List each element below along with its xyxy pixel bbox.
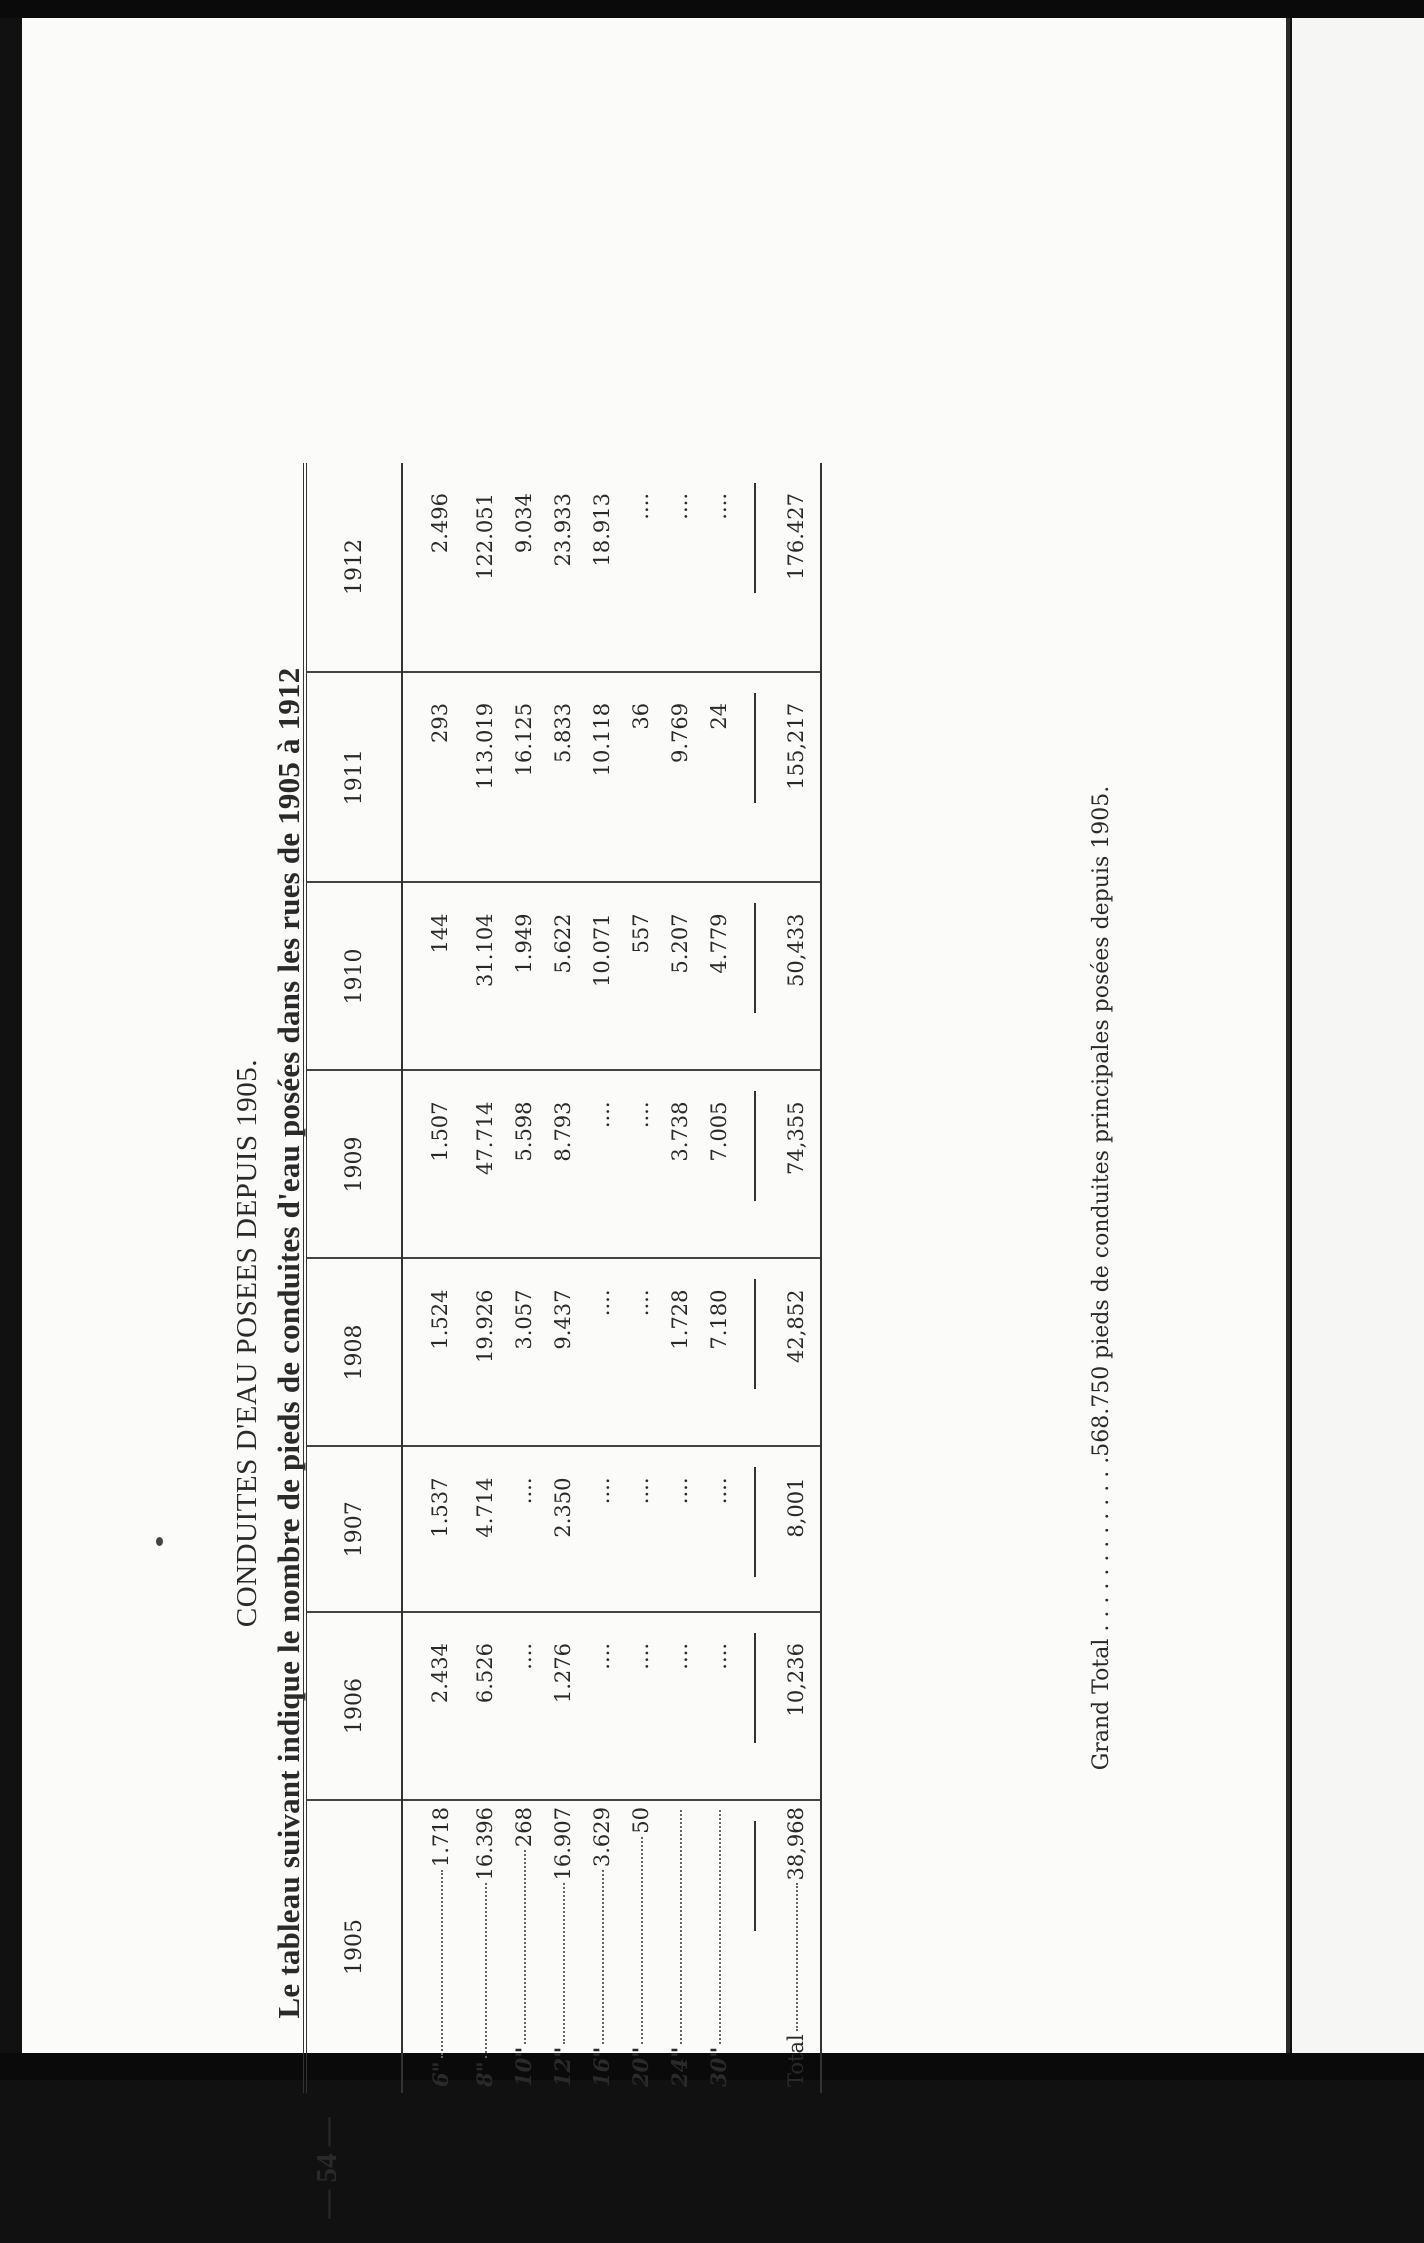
- cell-value: ....: [582, 1258, 621, 1446]
- cell-value: 4.779: [699, 882, 738, 1070]
- total-value: 8,001: [772, 1447, 821, 1612]
- cell-value: 3.629: [590, 1807, 614, 1868]
- cell-value: 16.125: [504, 672, 543, 883]
- table-row: [402, 463, 465, 2093]
- pipe-size: 8": [472, 2061, 497, 2087]
- cell-value: ....: [621, 463, 660, 672]
- pipe-size: 10": [511, 2046, 536, 2087]
- cell-value: 113.019: [465, 672, 504, 883]
- cell-value: 1.507: [402, 1070, 465, 1258]
- cell-value: 9.769: [660, 672, 699, 883]
- pipe-table: [303, 463, 822, 2093]
- cell-value: 4.714: [465, 1447, 504, 1612]
- row-label-cell: [504, 1800, 543, 2093]
- cell-value: 10.071: [582, 882, 621, 1070]
- cell-value: ....: [621, 1612, 660, 1800]
- cell-value: 1.949: [504, 882, 543, 1070]
- column-header: 1912: [305, 463, 402, 672]
- row-label-cell: [660, 1800, 699, 2093]
- cell-value: 2.496: [402, 463, 465, 672]
- total-value: 176.427: [772, 463, 821, 672]
- facing-page-edge: [1292, 18, 1424, 2053]
- cell-value: ....: [621, 1258, 660, 1446]
- cell-value: 1.718: [428, 1807, 453, 1868]
- grand-total-text: 568.750 pieds de conduites principales posées depuis 1905.: [1089, 785, 1114, 1457]
- sum-rule: [738, 882, 772, 1070]
- cell-value: ....: [504, 1447, 543, 1612]
- total-value: 74,355: [772, 1070, 821, 1258]
- cell-value: ....: [582, 1070, 621, 1258]
- row-label-cell: [699, 1800, 738, 2093]
- table-row: [660, 463, 699, 2093]
- total-value: 155,217: [772, 672, 821, 883]
- cell-value: 8.793: [543, 1070, 582, 1258]
- header-row: [305, 463, 402, 2093]
- cell-value: 557: [621, 882, 660, 1070]
- cell-value: ....: [660, 1447, 699, 1612]
- cell-value: 5.833: [543, 672, 582, 883]
- cell-value: 293: [402, 672, 465, 883]
- cell-value: 2.434: [402, 1612, 465, 1800]
- scan-top-border: [0, 0, 1424, 18]
- cell-value: ....: [621, 1447, 660, 1612]
- table-row: [465, 463, 504, 2093]
- cell-value: 9.034: [504, 463, 543, 672]
- pipe-table-wrapper: [303, 463, 822, 2093]
- table-row: [621, 463, 660, 2093]
- cell-value: 268: [512, 1807, 536, 1848]
- column-header: 1909: [305, 1070, 402, 1258]
- row-label-cell: [582, 1800, 621, 2093]
- rotated-content: [231, 443, 1211, 2243]
- cell-value: ....: [582, 1612, 621, 1800]
- cell-value: 1.524: [402, 1258, 465, 1446]
- cell-value: 144: [402, 882, 465, 1070]
- book-spine: [1286, 18, 1290, 2053]
- total-value: 50,433: [772, 882, 821, 1070]
- dot-leader: . . . . . . . . . . . . .: [1089, 1456, 1114, 1639]
- cell-value: 18.913: [582, 463, 621, 672]
- cell-value: 5.622: [543, 882, 582, 1070]
- sum-rule: [738, 463, 772, 672]
- cell-value: 1.276: [543, 1612, 582, 1800]
- pipe-size: 30": [706, 2046, 731, 2087]
- cell-value: 9.437: [543, 1258, 582, 1446]
- cell-value: 1.537: [402, 1447, 465, 1612]
- pipe-size: 16": [589, 2046, 614, 2087]
- pipe-size: 6": [427, 2061, 453, 2087]
- cell-value: ....: [660, 1612, 699, 1800]
- pipe-size: 20": [628, 2046, 653, 2087]
- cell-value: 2.350: [543, 1447, 582, 1612]
- cell-value: 7.005: [699, 1070, 738, 1258]
- cell-value: ....: [582, 1447, 621, 1612]
- cell-value: 24: [699, 672, 738, 883]
- grand-total-line: [1089, 463, 1114, 2093]
- cell-value: 50: [629, 1807, 653, 1834]
- cell-value: 31.104: [465, 882, 504, 1070]
- grand-total-label: Grand Total: [1089, 1638, 1114, 1771]
- column-header: 1911: [305, 672, 402, 883]
- table-row: [582, 463, 621, 2093]
- cell-value: 6.526: [465, 1612, 504, 1800]
- sum-rule: [738, 1070, 772, 1258]
- cell-value: 5.598: [504, 1070, 543, 1258]
- total-label-cell: [772, 1800, 821, 2093]
- cell-value: 16.907: [551, 1807, 575, 1881]
- cell-value: ....: [699, 1612, 738, 1800]
- column-header: 1907: [305, 1447, 402, 1612]
- table-row: [504, 463, 543, 2093]
- total-row: [772, 463, 821, 2093]
- cell-value: ....: [699, 1447, 738, 1612]
- total-label: Total: [784, 2034, 808, 2087]
- pipe-size: 12": [550, 2046, 575, 2087]
- cell-value: 3.738: [660, 1070, 699, 1258]
- sum-rule: [738, 1800, 772, 2093]
- sum-rule: [738, 1258, 772, 1446]
- cell-value: 16.396: [473, 1807, 497, 1881]
- cell-value: 1.728: [660, 1258, 699, 1446]
- column-header: 1906: [305, 1612, 402, 1800]
- total-value: 10,236: [772, 1612, 821, 1800]
- row-label-cell: [465, 1800, 504, 2093]
- total-value: 38,968: [784, 1807, 808, 1881]
- cell-value: 122.051: [465, 463, 504, 672]
- row-label-cell: [543, 1800, 582, 2093]
- table-row: [699, 463, 738, 2093]
- ink-spot: [156, 1537, 163, 1546]
- cell-value: ....: [621, 1070, 660, 1258]
- cell-value: 47.714: [465, 1070, 504, 1258]
- cell-value: 10.118: [582, 672, 621, 883]
- cell-value: 19.926: [465, 1258, 504, 1446]
- column-header: 1910: [305, 882, 402, 1070]
- cell-value: 23.933: [543, 463, 582, 672]
- row-label-cell: [621, 1800, 660, 2093]
- cell-value: 3.057: [504, 1258, 543, 1446]
- cell-value: ....: [660, 463, 699, 672]
- total-value: 42,852: [772, 1258, 821, 1446]
- sum-rule: [738, 1612, 772, 1800]
- column-header: 1908: [305, 1258, 402, 1446]
- cell-value: 7.180: [699, 1258, 738, 1446]
- row-label-cell: [402, 1800, 465, 2093]
- pipe-size: 24": [667, 2046, 692, 2087]
- cell-value: ....: [699, 463, 738, 672]
- sum-rule: [738, 1447, 772, 1612]
- cell-value: 36: [621, 672, 660, 883]
- page-subtitle: Le tableau suivant indique le nombre de pieds de conduites d'eau posées dans les rues de 1905 à 1912: [271, 667, 306, 2019]
- cell-value: ....: [504, 1612, 543, 1800]
- page-number: — 54 —: [311, 2117, 343, 2219]
- sum-rule-row: [738, 463, 772, 2093]
- table-row: [543, 463, 582, 2093]
- cell-value: 5.207: [660, 882, 699, 1070]
- page-title: CONDUITES D'EAU POSEES DEPUIS 1905.: [231, 1058, 263, 1628]
- column-header: 1905: [305, 1800, 402, 2093]
- sum-rule: [738, 672, 772, 883]
